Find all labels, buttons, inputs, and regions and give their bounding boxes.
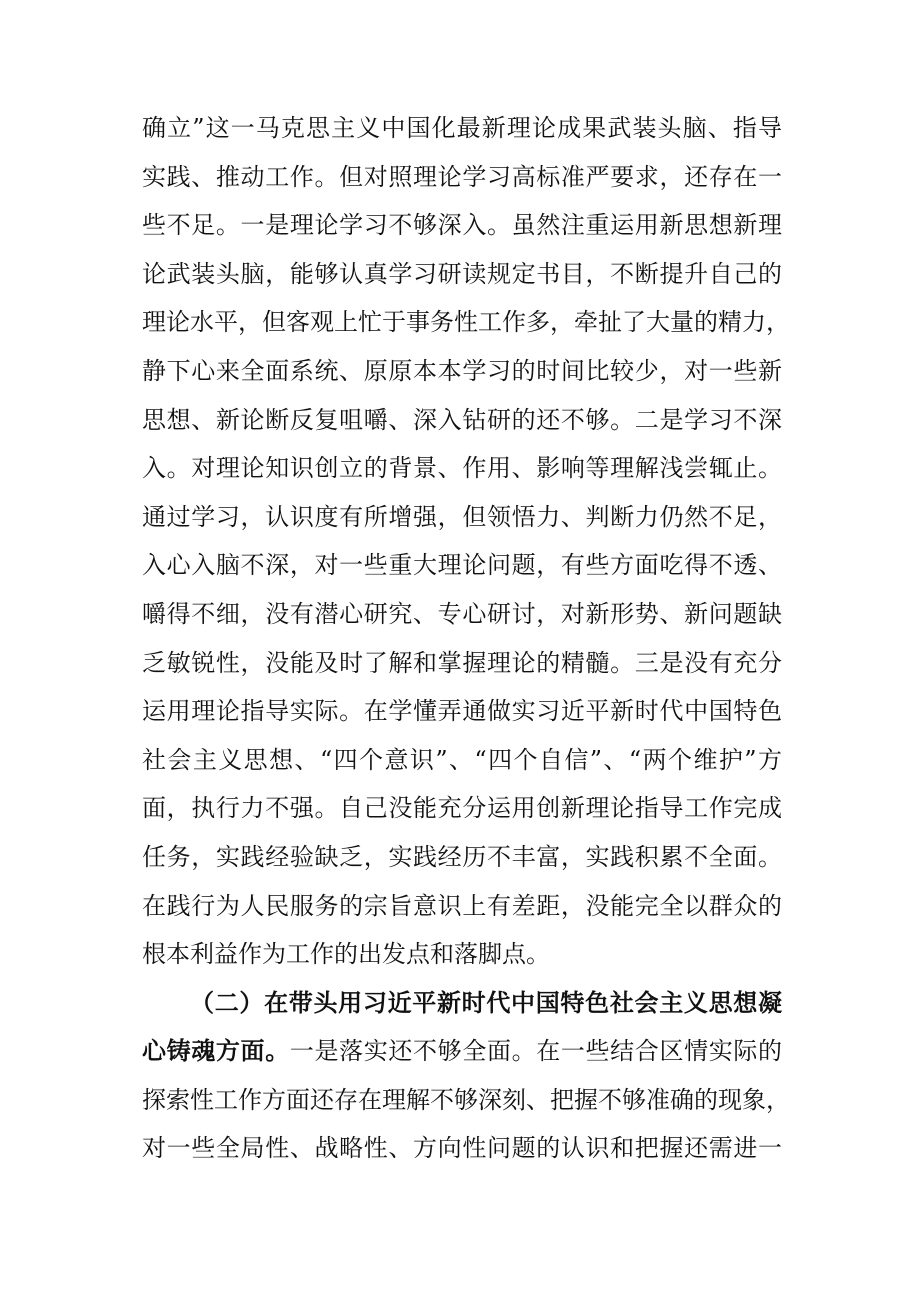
paragraph-line: 入心入脑不深，对一些重大理论问题，有些方面吃得不透、 bbox=[142, 551, 782, 580]
paragraph-line: 任务，实践经验缺乏，实践经历不丰富，实践积累不全面。 bbox=[142, 842, 782, 871]
paragraph-line: 社会主义思想、“四个意识”、“四个自信”、“两个维护”方 bbox=[142, 745, 782, 774]
paragraph-line: 根本利益作为工作的出发点和落脚点。 bbox=[142, 940, 550, 969]
section-heading-end: 心铸魂方面。 bbox=[142, 1036, 290, 1066]
section-heading: （二）在带头用习近平新时代中国特色社会主义思想凝 bbox=[190, 987, 782, 1017]
paragraph-line: 论武装头脑，能够认真学习研读规定书目，不断提升自己的 bbox=[142, 259, 782, 288]
paragraph-line: 乏敏锐性，没能及时了解和掌握理论的精髓。三是没有充分 bbox=[142, 648, 782, 677]
paragraph-line: 入。对理论知识创立的背景、作用、影响等理解浅尝辄止。 bbox=[142, 454, 782, 483]
paragraph-line: 在践行为人民服务的宗旨意识上有差距，没能完全以群众的 bbox=[142, 891, 782, 920]
paragraph-line: 对一些全局性、战略性、方向性问题的认识和把握还需进一 bbox=[142, 1134, 782, 1163]
paragraph-line: 嚼得不细，没有潜心研究、专心研讨，对新形势、新问题缺 bbox=[142, 599, 782, 628]
paragraph-line: 实践、推动工作。但对照理论学习高标准严要求，还存在一 bbox=[142, 162, 782, 191]
paragraph-line bbox=[142, 1027, 782, 1076]
paragraph-line: 运用理论指导实际。在学懂弄通做实习近平新时代中国特色 bbox=[142, 697, 782, 726]
paragraph-line: 探索性工作方面还存在理解不够深刻、把握不够准确的现象， bbox=[142, 1085, 790, 1114]
body-text bbox=[142, 104, 790, 1173]
paragraph-line-text: 一是落实还不够全面。在一些结合区情实际的 bbox=[289, 1037, 783, 1066]
paragraph-line: 面，执行力不强。自己没能充分运用创新理论指导工作完成 bbox=[142, 794, 782, 823]
paragraph-line: 静下心来全面系统、原原本本学习的时间比较少，对一些新 bbox=[142, 356, 782, 385]
paragraph-line: 确立”这一马克思主义中国化最新理论成果武装头脑、指导 bbox=[142, 114, 782, 142]
paragraph-line: 思想、新论断反复咀嚼、深入钻研的还不够。二是学习不深 bbox=[142, 405, 782, 434]
paragraph-line: 理论水平，但客观上忙于事务性工作多，牵扯了大量的精力， bbox=[142, 308, 790, 337]
paragraph-line: 些不足。一是理论学习不够深入。虽然注重运用新思想新理 bbox=[142, 211, 782, 240]
paragraph-line: 通过学习，认识度有所增强，但领悟力、判断力仍然不足， bbox=[142, 502, 782, 531]
